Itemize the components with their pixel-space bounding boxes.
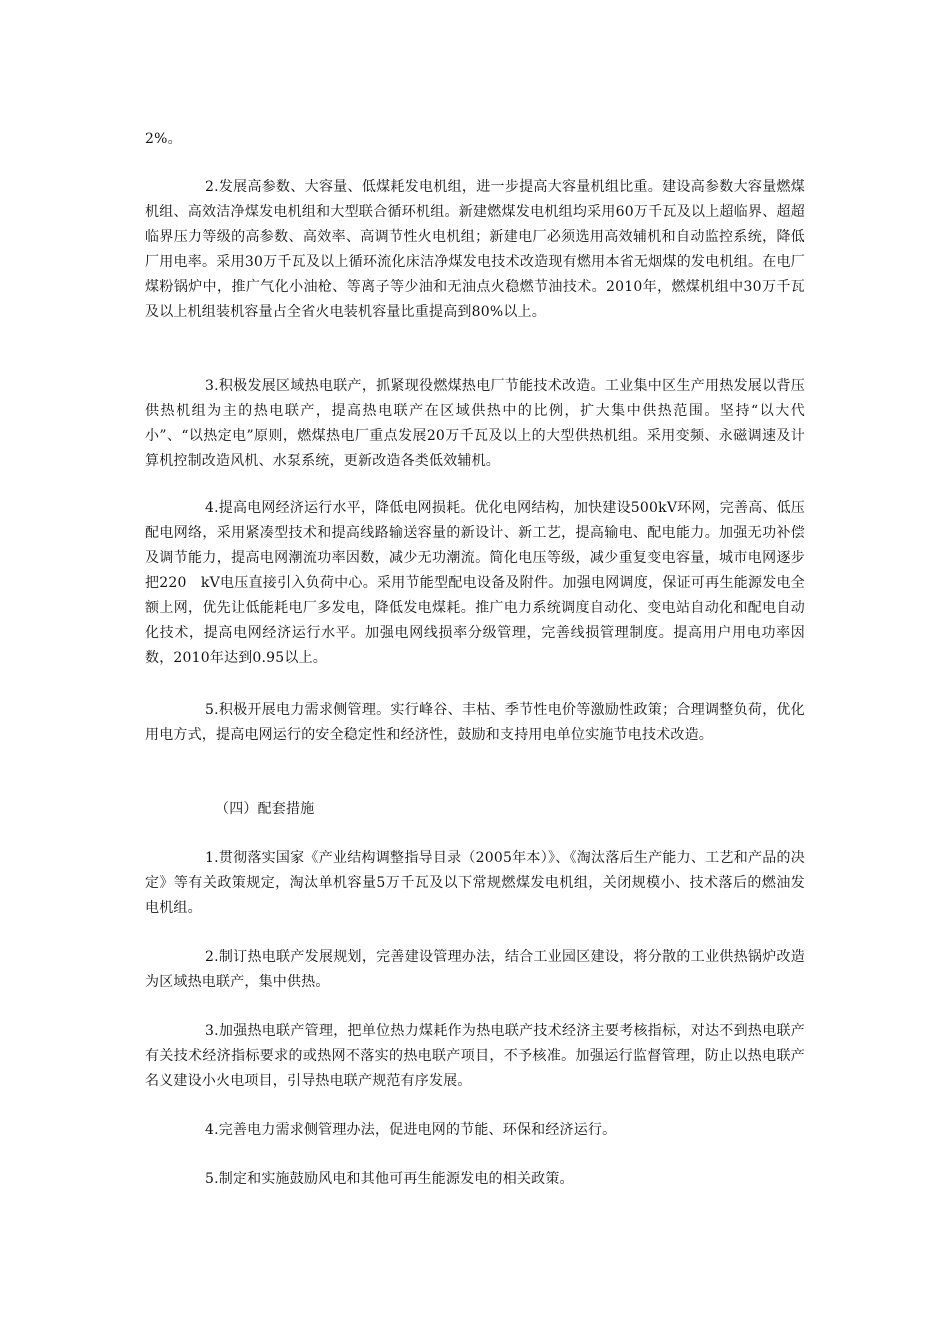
paragraph-item-3: 3.积极发展区域热电联产，抓紧现役燃煤热电厂节能技术改造。工业集中区生产用热发展以背压供热机组为主的热电联产，提高热电联产在区域供热中的比例，扩大集中供热范围。坚持“以大代小”、“以热定电”原则，燃煤热电厂重点发展20万千瓦及以上的大型供热机组。采用变频、永磁调速及计算机控制改造风机、水泵系统，更新改造各类低效辅机。: [145, 378, 805, 469]
measure-item-2: 2.制订热电联产发展规划，完善建设管理办法，结合工业园区建设，将分散的工业供热锅炉改造为区域热电联产，集中供热。: [145, 949, 805, 990]
measure-item-1: 1.贯彻落实国家《产业结构调整指导目录（2005年本）》、《淘汰落后生产能力、工艺和产品的决定》等有关政策规定，淘汰单机容量5万千瓦及以下常规燃煤发电机组，关闭规模小、技术落后的燃油发电机组。: [145, 850, 805, 916]
measure-item-3: 3.加强热电联产管理，把单位热力煤耗作为热电联产技术经济主要考核指标，对达不到热电联产有关技术经济指标要求的或热网不落实的热电联产项目，不予核准。加强运行监督管理，防止以热电联产名义建设小火电项目，引导热电联产规范有序发展。: [145, 1023, 805, 1089]
paragraph-continuation: 2%。: [145, 131, 182, 147]
measure-item-4: 4.完善电力需求侧管理办法，促进电网的节能、环保和经济运行。: [205, 1122, 617, 1138]
paragraph-item-5: 5.积极开展电力需求侧管理。实行峰谷、丰枯、季节性电价等激励性政策；合理调整负荷，优化用电方式，提高电网运行的安全稳定性和经济性，鼓励和支持用电单位实施节电技术改造。: [145, 702, 805, 743]
paragraph-item-4: 4.提高电网经济运行水平，降低电网损耗。优化电网结构，加快建设500kV环网，完善高、低压配电网络，采用紧凑型技术和提高线路输送容量的新设计、新工艺，提高输电、配电能力。加强无功补偿及调节能力，提高电网潮流功率因数，减少无功潮流。简化电压等级，减少重复变电容量，城市电网逐步把220 kV电压直接引入负荷中心。采用节能型配电设备及附件。加强电网调度，保证可再生能源发电全额上网，优先让低能耗电厂多发电，降低发电煤耗。推广电力系统调度自动化、变电站自动化和配电自动化技术，提高电网经济运行水平。加强电网线损率分级管理，完善线损管理制度。提高用户用电功率因数，2010年达到0.95以上。: [145, 500, 805, 666]
paragraph-item-2: 2.发展高参数、大容量、低煤耗发电机组，进一步提高大容量机组比重。建设高参数大容量燃煤机组、高效洁净煤发电机组和大型联合循环机组。新建燃煤发电机组均采用60万千瓦及以上超临界、超超临界压力等级的高参数、高效率、高调节性火电机组；新建电厂必须选用高效辅机和自动监控系统，降低厂用电率。采用30万千瓦及以上循环流化床洁净煤发电技术改造现有燃用本省无烟煤的发电机组。在电厂煤粉锅炉中，推广气化小油枪、等离子等少油和无油点火稳燃节油技术。2010年，燃煤机组中30万千瓦及以上机组装机容量占全省火电装机容量比重提高到80%以上。: [145, 179, 805, 320]
measure-item-5: 5.制定和实施鼓励风电和其他可再生能源发电的相关政策。: [205, 1171, 574, 1187]
section-heading: （四）配套措施: [215, 801, 315, 817]
